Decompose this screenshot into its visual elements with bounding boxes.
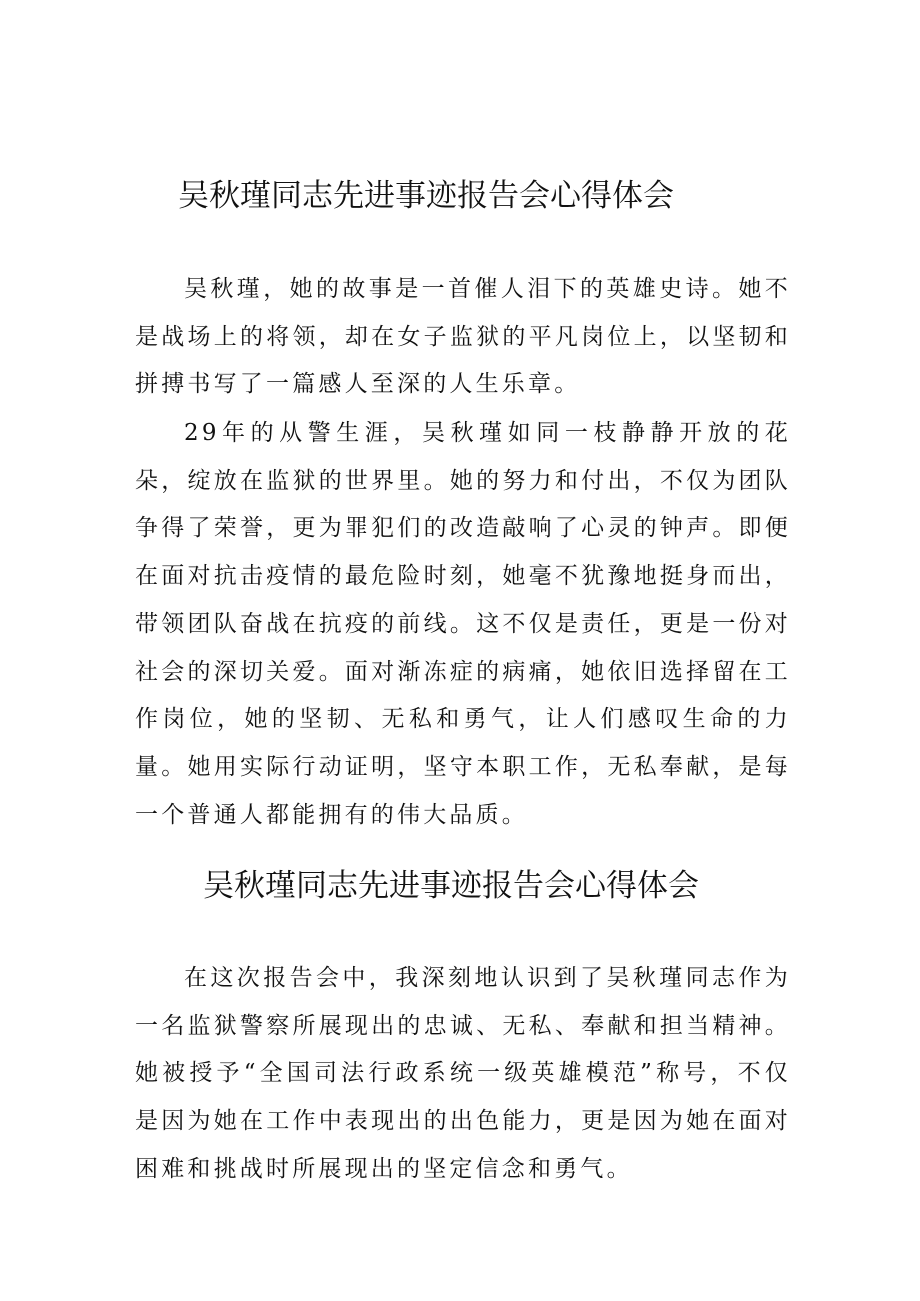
section-2-paragraph-1: 在这次报告会中，我深刻地认识到了吴秋瑾同志作为一名监狱警察所展现出的忠诚、无私、奉献和担当精神。她被授予“全国司法行政系统一级英雄模范”称号，不仅是因为她在工作中表现出的出色能力，更是因为她在面对困难和挑战时所展现出的坚定信念和勇气。	[135, 965, 791, 1182]
section-1-paragraph-2: 29年的从警生涯，吴秋瑾如同一枝静静开放的花朵，绽放在监狱的世界里。她的努力和付出，不仅为团队争得了荣誉，更为罪犯们的改造敲响了心灵的钟声。即便在面对抗击疫情的最危险时刻，她毫不犹豫地挺身而出，带领团队奋战在抗疫的前线。这不仅是责任，更是一份对社会的深切关爱。面对渐冻症的病痛，她依旧选择留在工作岗位，她的坚韧、无私和勇气，让人们感叹生命的力量。她用实际行动证明，坚守本职工作，无私奉献，是每一个普通人都能拥有的伟大品质。	[135, 420, 791, 828]
section-1-paragraph-1: 吴秋瑾，她的故事是一首催人泪下的英雄史诗。她不是战场上的将领，却在女子监狱的平凡岗位上，以坚韧和拼搏书写了一篇感人至深的人生乐章。	[135, 276, 791, 398]
section-1-title: 吴秋瑾同志先进事迹报告会心得体会	[178, 178, 674, 214]
section-2-title: 吴秋瑾同志先进事迹报告会心得体会	[203, 868, 699, 904]
